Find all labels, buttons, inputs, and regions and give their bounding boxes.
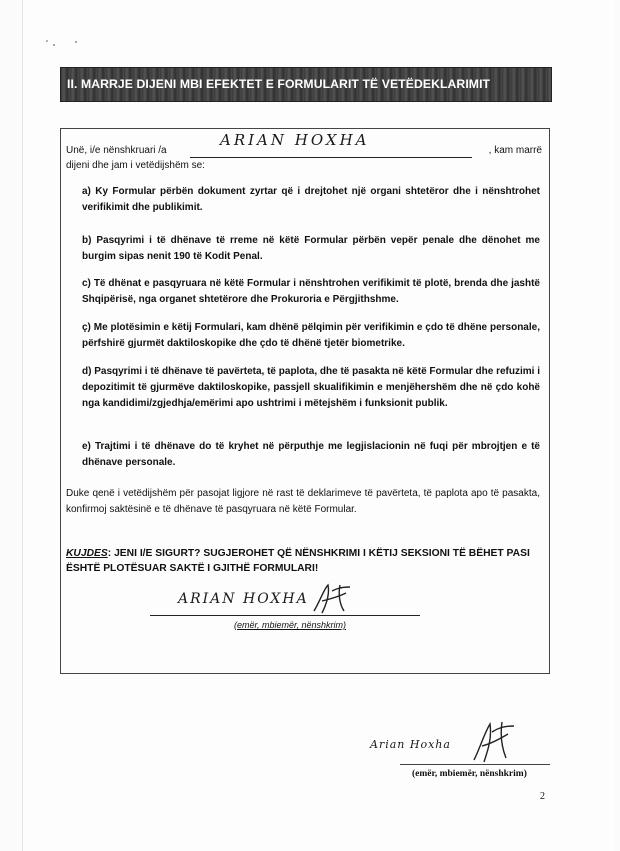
clause-c: c) Të dhënat e pasqyruara në këtë Formular i nënshtrohen verifikimit të plotë, brenda dhe jashtë Shqipërisë, nga organet shtetërore dhe Prokuroria e Përgjithshme. xyxy=(82,278,540,305)
clause-e: e) Trajtimi i të dhënave do të kryhet në përputhje me legjislacionin në fuqi për mbrojtjen e të dhënave personale. xyxy=(82,441,540,468)
footer-signature-caption: (emër, mbiemër, nënshkrim) xyxy=(412,769,527,779)
intro-suffix: , kam marrë xyxy=(488,145,542,156)
scan-speck xyxy=(53,44,55,46)
intro-line2: dijeni dhe jam i vetëdijshëm se: xyxy=(66,160,205,171)
clause-d: d) Pasqyrimi i të dhënave të pavërteta, të paplota, dhe të pasakta në këtë Formular dhe refuzimi i depozitimit të gjurmëve daktiloskopike, passjell skualifikimin e menjëhershëm dhe në çdo kohë nga kandidimi/zgjedhja/emërimi apo ushtrimi i mëtejshëm i funksionit publik. xyxy=(82,366,540,409)
scan-speck xyxy=(75,41,77,43)
intro-prefix: Unë, i/e nënshkruari /a xyxy=(66,145,167,156)
handwritten-signature-name: ARIAN HOXHA xyxy=(178,591,309,607)
footer-handwritten-name: Arian Hoxha xyxy=(370,738,451,751)
closing-paragraph: Duke qenë i vetëdijshëm për pasojat ligjore në rast të deklarimeve të pavërteta, të paplota apo të pasakta, konfirmoj saktësinë e të dhënave të pasqyruara në këtë Formular. xyxy=(66,488,540,515)
clause-a: a) Ky Formular përbën dokument zyrtar që i drejtohet një organi shtetëror dhe i nënshtrohet verifikimit dhe publikimit. xyxy=(82,186,540,213)
name-fill-line xyxy=(190,131,472,158)
signature-scribble xyxy=(310,581,356,617)
clause-b: b) Pasqyrimi i të dhënave të rreme në këtë Formular përbën vepër penale dhe dënohet me burgim sipas nenit 190 të Kodit Penal. xyxy=(82,235,540,262)
warning-notice xyxy=(66,546,540,576)
signature-caption: (emër, mbiemër, nënshkrim) xyxy=(234,620,347,630)
footer-signature-line xyxy=(400,764,550,765)
warning-keyword: KUJDES xyxy=(66,548,108,559)
signature-line xyxy=(150,615,420,616)
section-title: II. MARRJE DIJENI MBI EFEKTET E FORMULARIT TË VETËDEKLARIMIT xyxy=(67,77,491,91)
warning-text: : JENI I/E SIGURT? SUGJEROHET QË NËNSHKRIMI I KËTIJ SEKSIONI TË BËHET PASI ËSHTË PLOTËSUAR SAKTË I GJITHË FORMULARI! xyxy=(66,548,530,574)
handwritten-name: ARIAN HOXHA xyxy=(220,131,370,149)
footer-signature-scribble xyxy=(468,718,518,766)
intro-paragraph xyxy=(66,131,542,171)
clause-c-cedilla: ç) Me plotësimin e këtij Formulari, kam dhënë pëlqimin për verifikimin e çdo të dhëne personale, përfshirë gjurmët daktiloskopike dhe çdo të dhënë tjetër biometrike. xyxy=(82,322,540,349)
scan-speck xyxy=(46,40,48,42)
section-header xyxy=(60,67,552,102)
page-number: 2 xyxy=(540,791,545,802)
